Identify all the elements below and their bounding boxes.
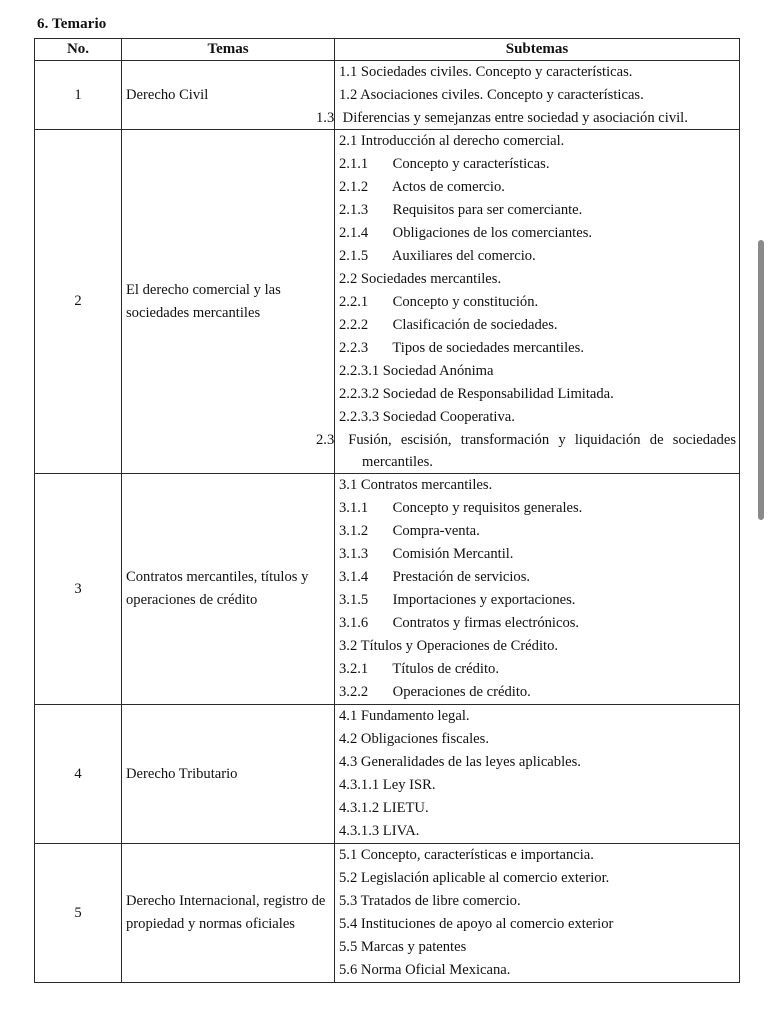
subtema-item: [339, 360, 736, 383]
subtema-text: Ley ISR.: [382, 777, 436, 793]
subtema-text: Legislación aplicable al comercio exterior.: [360, 870, 610, 886]
subtema-code: 4.3.1.3: [339, 823, 380, 839]
subtema-code: 3.2.2: [339, 684, 369, 700]
subtema-text: Títulos y Operaciones de Crédito.: [360, 638, 559, 654]
subtema-code: 3.2: [339, 638, 358, 654]
subtema-text: Concepto y constitución.: [392, 294, 539, 310]
subtema-text: Obligaciones fiscales.: [360, 731, 489, 747]
subtema-code: 4.3: [339, 754, 358, 770]
subtema-text: Concepto y características.: [392, 156, 550, 172]
subtema-item: [339, 199, 736, 222]
subtema-text: Tratados de libre comercio.: [360, 893, 521, 909]
subtema-code: 2.2.3: [339, 340, 369, 356]
row-number: 3: [35, 474, 122, 705]
subtema-text: Concepto, características e importancia.: [360, 847, 594, 863]
subtema-item: [339, 913, 736, 936]
subtema-item: [339, 291, 736, 314]
subtema-item: [339, 153, 736, 176]
subtema-code: 2.2.1: [339, 294, 369, 310]
subtema-code: 3.1.6: [339, 615, 369, 631]
subtema-code: 5.1: [339, 847, 358, 863]
subtema-code: 5.2: [339, 870, 358, 886]
subtema-text: Obligaciones de los comerciantes.: [392, 225, 593, 241]
subtema-item: [339, 406, 736, 429]
subtema-text: Fundamento legal.: [360, 708, 470, 724]
subtema-code: 3.2.1: [339, 661, 369, 677]
row-subtemas: [316, 61, 740, 130]
subtema-text: Actos de comercio.: [391, 179, 505, 195]
subtema-code: 5.4: [339, 916, 358, 932]
table-row: [35, 130, 740, 474]
subtema-code: 2.1: [339, 133, 358, 149]
subtema-text: Requisitos para ser comerciante.: [392, 202, 583, 218]
subtema-text: Concepto y requisitos generales.: [392, 500, 583, 516]
subtema-text: Norma Oficial Mexicana.: [360, 962, 511, 978]
row-subtemas: [335, 474, 740, 705]
subtema-item: [339, 890, 736, 913]
subtema-text: Tipos de sociedades mercantiles.: [392, 340, 584, 356]
subtema-text: Sociedad Cooperativa.: [382, 409, 515, 425]
subtema-text: Clasificación de sociedades.: [392, 317, 558, 333]
subtema-text: LIETU.: [382, 800, 429, 816]
subtema-text: Sociedad Anónima: [382, 363, 494, 379]
row-tema: Derecho Internacional, registro de propiedad y normas oficiales: [122, 844, 335, 983]
subtema-item: [339, 681, 736, 704]
subtema-code: 4.3.1.2: [339, 800, 380, 816]
subtema-item: [339, 222, 736, 245]
subtema-item: [339, 658, 736, 681]
table-header-row: [35, 39, 740, 61]
subtema-item: [339, 130, 736, 153]
subtema-code: 2.1.5: [339, 248, 369, 264]
subtema-code: 3.1.4: [339, 569, 369, 585]
subtema-code: 3.1.1: [339, 500, 369, 516]
subtema-item: [339, 61, 736, 84]
temario-table: [34, 38, 740, 983]
header-no: No.: [35, 39, 122, 61]
row-tema: Contratos mercantiles, títulos y operaciones de crédito: [122, 474, 335, 705]
row-number: 5: [35, 844, 122, 983]
subtema-code: 2.1.3: [339, 202, 369, 218]
subtema-text: Instituciones de apoyo al comercio exterior: [360, 916, 614, 932]
subtema-text: Operaciones de crédito.: [392, 684, 531, 700]
subtema-item: [339, 589, 736, 612]
row-number: 1: [35, 61, 122, 130]
subtema-item: [339, 612, 736, 635]
subtema-item: [339, 751, 736, 774]
subtema-code: 2.2.2: [339, 317, 369, 333]
subtema-text: Sociedad de Responsabilidad Limitada.: [382, 386, 614, 402]
subtema-code: 4.3.1.1: [339, 777, 380, 793]
subtema-code: 3.1: [339, 477, 358, 493]
subtema-item: [339, 474, 736, 497]
subtema-code: 2.1.1: [339, 156, 369, 172]
subtema-item: [339, 566, 736, 589]
subtema-code: 2.2.3.1: [339, 363, 380, 379]
subtema-code: 3.1.2: [339, 523, 369, 539]
subtema-code: 2.2: [339, 271, 358, 287]
section-heading: 6. Temario: [37, 16, 107, 32]
subtema-text: Generalidades de las leyes aplicables.: [360, 754, 581, 770]
subtema-item: [339, 844, 736, 867]
subtema-item: [339, 959, 736, 982]
subtema-code: 2.2.3.2: [339, 386, 380, 402]
subtema-item: [339, 84, 736, 107]
subtema-code: 2.1.2: [339, 179, 369, 195]
subtema-text: Diferencias y semejanzas entre sociedad y asociación civil.: [342, 110, 688, 126]
subtema-item: [339, 383, 736, 406]
subtema-code: 5.3: [339, 893, 358, 909]
subtema-code: 2.1.4: [339, 225, 369, 241]
subtema-code: 3.1.3: [339, 546, 369, 562]
subtema-text: Auxiliares del comercio.: [391, 248, 536, 264]
row-tema: Derecho Civil: [122, 61, 335, 130]
subtema-text: Sociedades mercantiles.: [360, 271, 502, 287]
subtema-text: Comisión Mercantil.: [392, 546, 514, 562]
subtema-text: Marcas y patentes: [360, 939, 467, 955]
subtema-item: [339, 936, 736, 959]
subtema-text: Importaciones y exportaciones.: [392, 592, 576, 608]
subtema-item: [339, 867, 736, 890]
row-tema: Derecho Tributario: [122, 705, 335, 844]
subtema-item: 2.3 Fusión, escisión, transformación y liquidación de sociedades mercantiles.: [316, 432, 736, 470]
subtema-code: 3.1.5: [339, 592, 369, 608]
subtema-text: LIVA.: [382, 823, 420, 839]
subtema-item: [339, 176, 736, 199]
subtema-text: Prestación de servicios.: [392, 569, 531, 585]
subtema-item: [339, 774, 736, 797]
subtema-item: [339, 705, 736, 728]
header-subtemas: Subtemas: [335, 39, 740, 61]
scrollbar[interactable]: [758, 240, 764, 520]
subtema-item: [339, 635, 736, 658]
subtema-item: [339, 728, 736, 751]
subtema-text: Contratos y firmas electrónicos.: [392, 615, 580, 631]
subtema-item: [339, 820, 736, 843]
subtema-text: Fusión, escisión, transformación y liquidación de sociedades mercantiles.: [348, 432, 736, 470]
subtema-code: 4.1: [339, 708, 358, 724]
subtema-code: 5.5: [339, 939, 358, 955]
row-subtemas: [335, 844, 740, 983]
subtema-item: 1.3 Diferencias y semejanzas entre sociedad y asociación civil.: [316, 110, 688, 126]
subtema-item: [339, 520, 736, 543]
subtema-item: [339, 337, 736, 360]
subtema-code: 4.2: [339, 731, 358, 747]
subtema-text: Sociedades civiles. Concepto y características.: [360, 64, 633, 80]
header-temas: Temas: [122, 39, 335, 61]
subtema-item: [339, 797, 736, 820]
subtema-item: [339, 268, 736, 291]
subtema-item: [339, 543, 736, 566]
subtema-text: Asociaciones civiles. Concepto y características.: [360, 87, 644, 103]
row-subtemas: [316, 130, 740, 474]
subtema-code: 1.2: [339, 87, 358, 103]
table-row: [35, 844, 740, 983]
table-body: [35, 61, 740, 983]
subtema-text: Títulos de crédito.: [392, 661, 499, 677]
subtema-code: 2.2.3.3: [339, 409, 380, 425]
table-row: [35, 61, 740, 130]
subtema-text: Introducción al derecho comercial.: [360, 133, 565, 149]
subtema-text: Compra-venta.: [392, 523, 480, 539]
subtema-item: [339, 314, 736, 337]
row-subtemas: [335, 705, 740, 844]
row-number: 2: [35, 130, 122, 474]
subtema-item: [339, 245, 736, 268]
subtema-code: 5.6: [339, 962, 358, 978]
table-row: [35, 705, 740, 844]
row-tema: El derecho comercial y las sociedades mercantiles: [122, 130, 335, 474]
subtema-text: Contratos mercantiles.: [360, 477, 493, 493]
row-number: 4: [35, 705, 122, 844]
subtema-item: [339, 497, 736, 520]
subtema-code: 1.1: [339, 64, 358, 80]
table-row: [35, 474, 740, 705]
